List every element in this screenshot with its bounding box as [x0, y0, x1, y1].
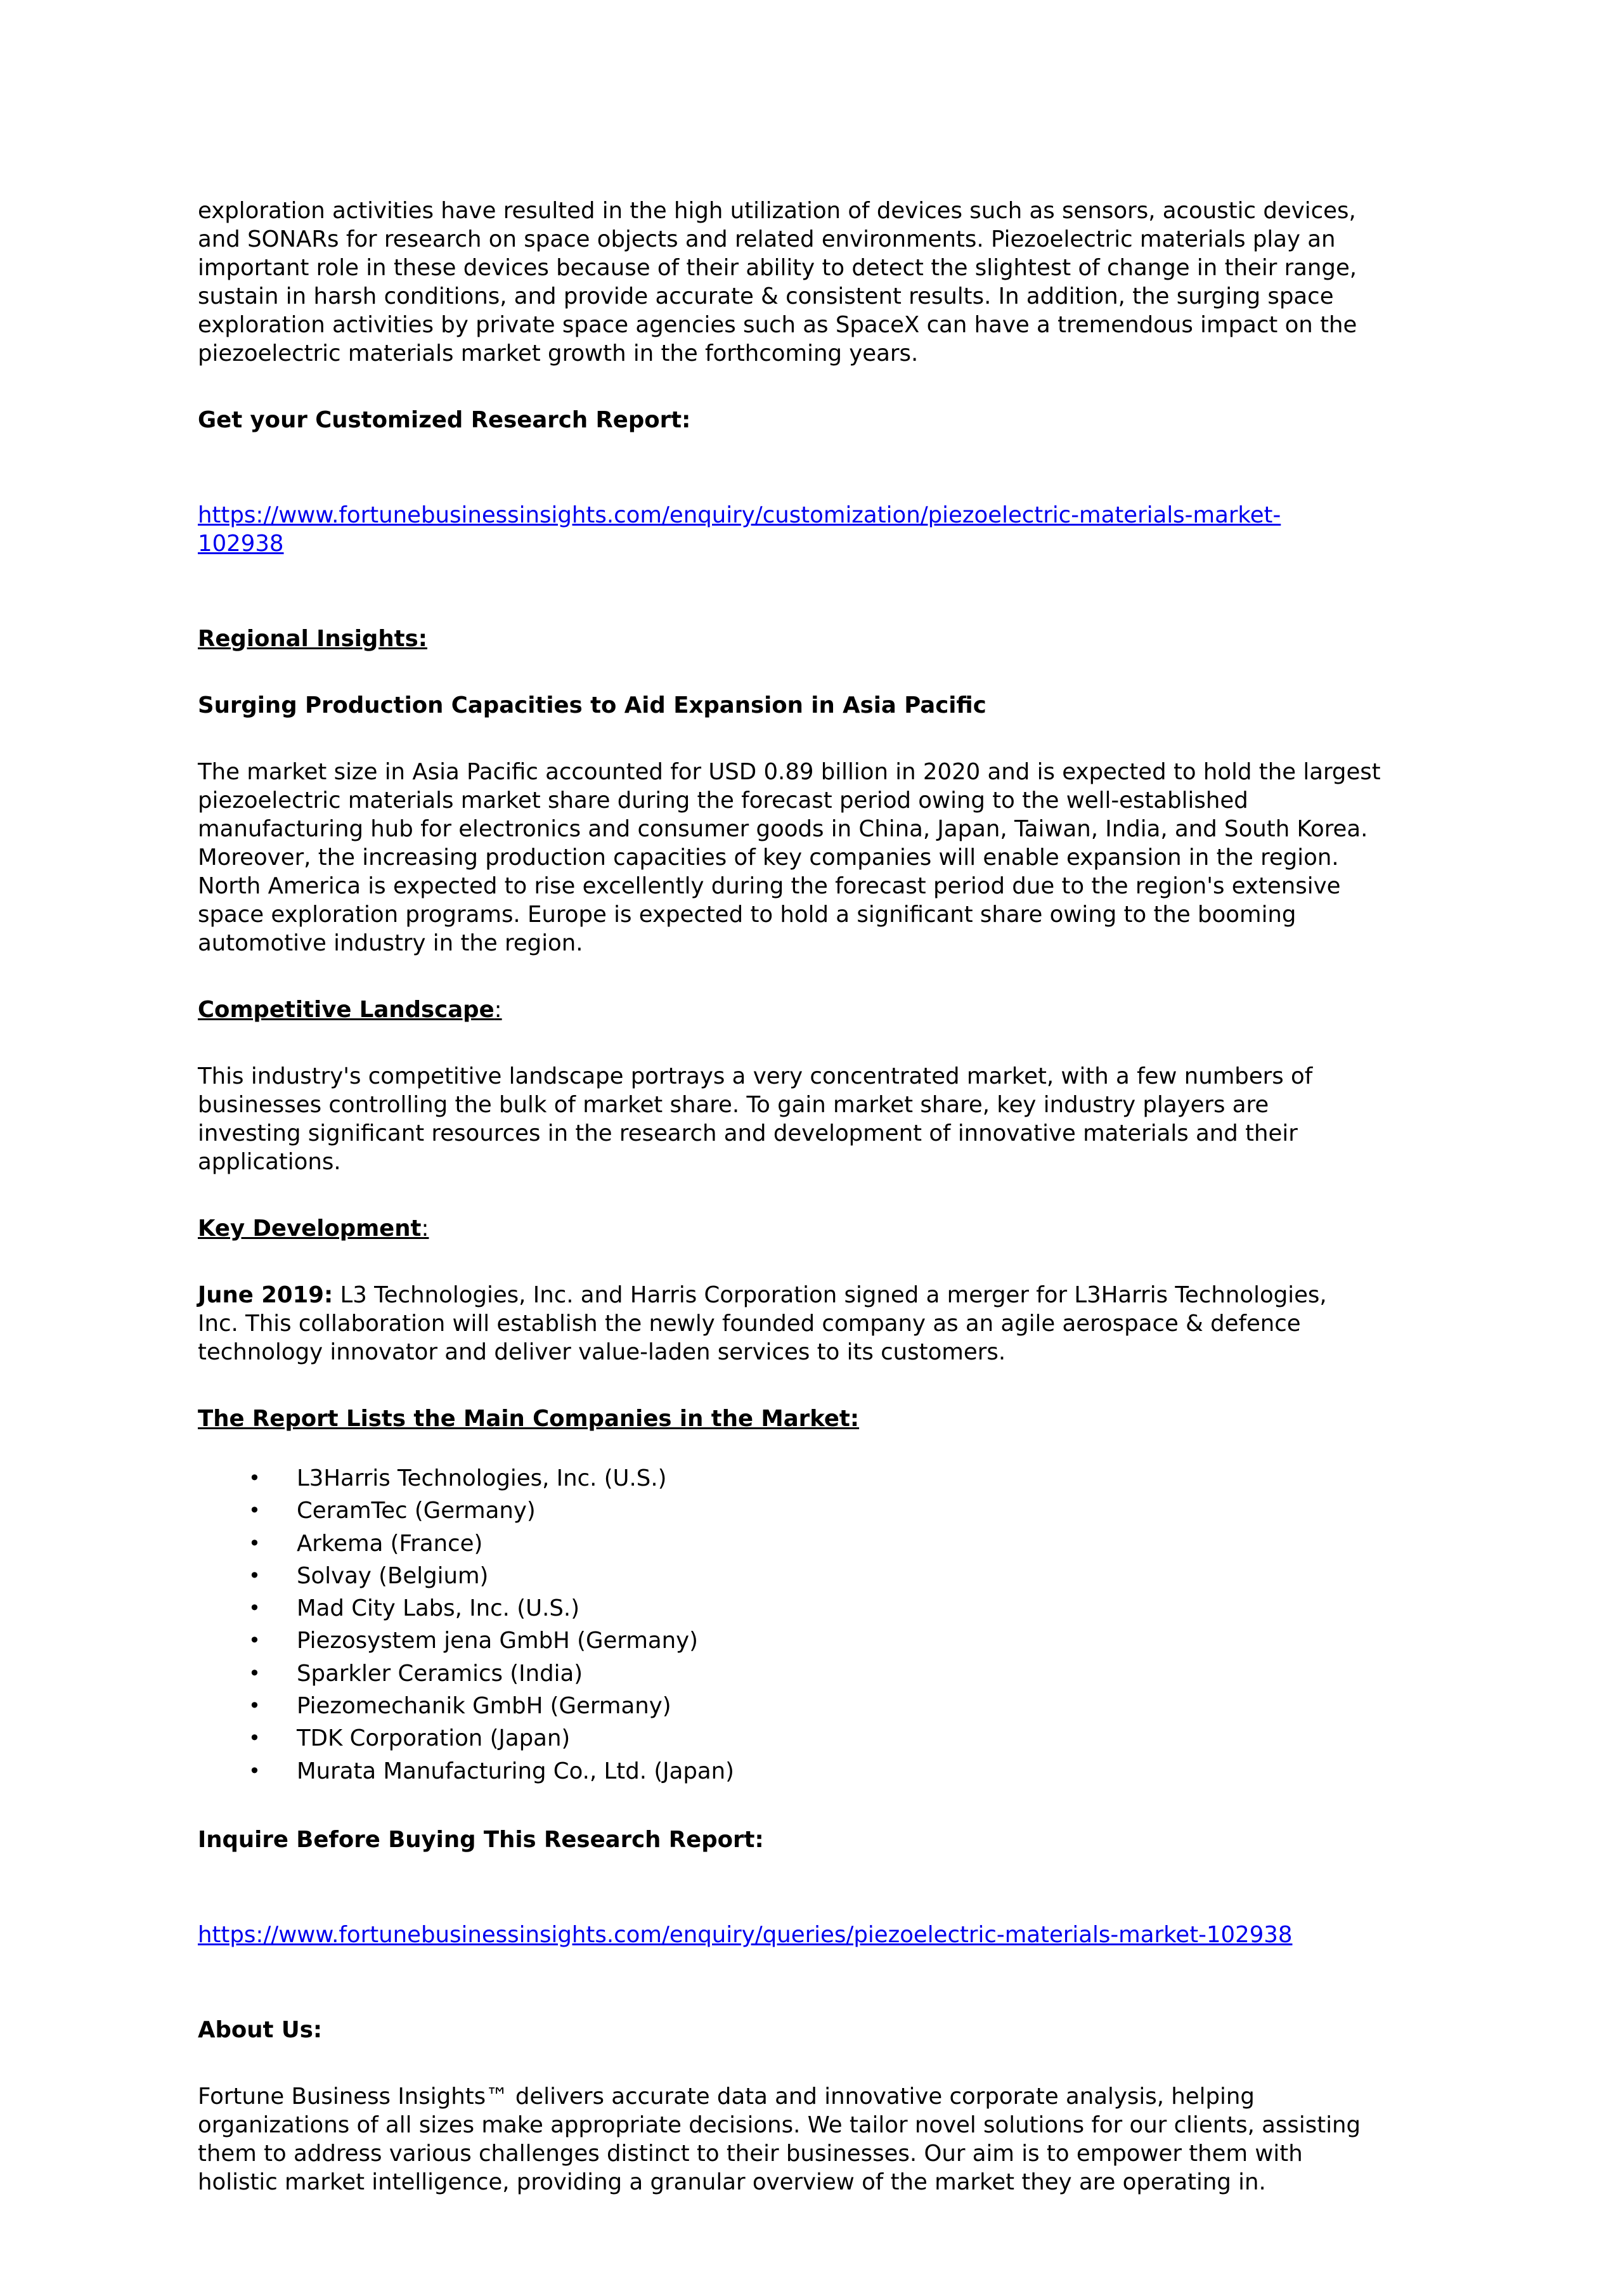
bullet-icon: • [249, 1726, 261, 1751]
list-item [198, 1625, 1447, 1657]
inquire-link-block [198, 1892, 1447, 1978]
list-item [198, 1462, 1447, 1495]
list-item [198, 1722, 1447, 1754]
regional-insights-heading [198, 625, 1447, 653]
intro-paragraph: exploration activities have resulted in the high utilization of devices such as sensors, acoustic devices, and SONARs for research on space objects and related environments. Piezoelectric materials play an important role in these devices because of their ability to detect the slightest of change in their range, sustain in harsh conditions, and provide accurate & consistent results. In addition, the surging space exploration activities by private space agencies such as SpaceX can have a tremendous impact on the piezoelectric materials market growth in the forthcoming years. [198, 198, 1357, 366]
company-name: L3Harris Technologies, Inc. (U.S.) [297, 1465, 667, 1491]
key-development-heading-colon: : [421, 1216, 429, 1242]
companies-heading-text: The Report Lists the Main Companies in the Market: [198, 1406, 860, 1432]
competitive-paragraph: This industry's competitive landscape portrays a very concentrated market, with a few numbers of businesses controlling the bulk of market share. To gain market share, key industry players are investing significant resources in the research and development of innovative materials and their applications. [198, 1063, 1313, 1175]
company-name: TDK Corporation (Japan) [297, 1725, 571, 1752]
inquire-link[interactable]: https://www.fortunebusinessinsights.com/enquiry/queries/piezoelectric-materials-market-102938 [198, 1921, 1293, 1948]
competitive-landscape-heading-text: Competitive Landscape [198, 997, 495, 1023]
competitive-heading-colon: : [494, 997, 502, 1023]
list-item [198, 1560, 1447, 1592]
list-item [198, 1527, 1447, 1560]
customization-link[interactable]: https://www.fortunebusinessinsights.com/enquiry/customization/piezoelectric-materials-market- 102938 [198, 502, 1281, 557]
bullet-icon: • [249, 1563, 261, 1588]
bullet-icon: • [249, 1694, 261, 1718]
company-name: Sparkler Ceramics (India) [297, 1660, 583, 1687]
customization-link-block [198, 472, 1447, 587]
bullet-icon: • [249, 1531, 261, 1555]
regional-insights-heading-text: Regional Insights: [198, 626, 427, 652]
companies-heading [198, 1404, 1447, 1433]
bullet-icon: • [249, 1498, 261, 1523]
list-item [198, 1657, 1447, 1690]
document-page [198, 197, 1447, 2234]
about-paragraph: Fortune Business Insights™ delivers accurate data and innovative corporate analysis, helping organizations of all sizes make appropriate decisions. We tailor novel solutions for our clients, assisting them to address various challenges distinct to their businesses. Our aim is to empower them with holistic market intelligence, providing a granular overview of the market they are operating in. [198, 2083, 1361, 2195]
list-item [198, 1690, 1447, 1722]
regional-paragraph: The market size in Asia Pacific accounted for USD 0.89 billion in 2020 and is expected to hold the largest piezoelectric materials market share during the forecast period owing to the well-established manufacturing hub for electronics and consumer goods in China, Japan, Taiwan, India, and South Korea. Moreover, the increasing production capacities of key companies will enable expansion in the region. North America is expected to rise excellently during the forecast period due to the region's extensive space exploration programs. Europe is expected to hold a significant share owing to the booming automotive industry in the region. [198, 759, 1381, 956]
company-name: Piezomechanik GmbH (Germany) [297, 1693, 671, 1720]
development-paragraph [198, 1281, 1447, 1366]
company-name: CeramTec (Germany) [297, 1498, 536, 1524]
development-date: June 2019: [198, 1282, 333, 1308]
regional-subheading: Surging Production Capacities to Aid Expansion in Asia Pacific [198, 692, 986, 718]
list-item [198, 1592, 1447, 1625]
key-development-heading-text: Key Development [198, 1216, 422, 1242]
inquire-heading: Inquire Before Buying This Research Report: [198, 1826, 764, 1853]
companies-list [198, 1458, 1447, 1787]
company-name: Mad City Labs, Inc. (U.S.) [297, 1595, 580, 1622]
key-development-heading [198, 1214, 1447, 1243]
company-name: Murata Manufacturing Co., Ltd. (Japan) [297, 1758, 735, 1784]
about-heading: About Us: [198, 2016, 323, 2043]
company-name: Piezosystem jena GmbH (Germany) [297, 1628, 699, 1654]
competitive-landscape-heading [198, 996, 1447, 1024]
bullet-icon: • [249, 1758, 261, 1783]
list-item [198, 1755, 1447, 1787]
bullet-icon: • [249, 1466, 261, 1490]
bullet-icon: • [249, 1596, 261, 1621]
bullet-icon: • [249, 1661, 261, 1685]
bullet-icon: • [249, 1628, 261, 1653]
company-name: Solvay (Belgium) [297, 1562, 489, 1589]
development-text: L3 Technologies, Inc. and Harris Corporation signed a merger for L3Harris Technologies, Inc. This collaboration will establish the newly founded company as an agile aerospace & defence technology innovator and deliver value-laden services to its customers. [198, 1282, 1327, 1365]
company-name: Arkema (France) [297, 1530, 483, 1557]
customization-heading: Get your Customized Research Report: [198, 407, 691, 433]
list-item [198, 1495, 1447, 1527]
